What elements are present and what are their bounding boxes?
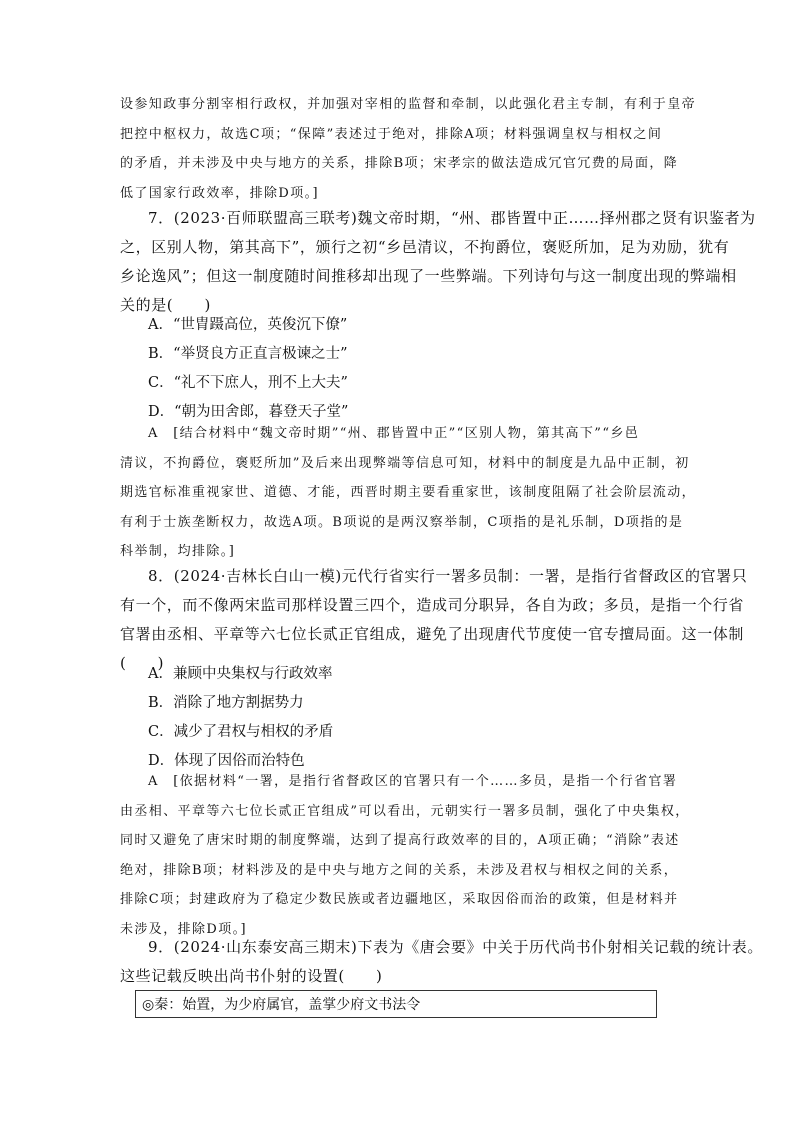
option-d: D．体现了因俗而治特色	[148, 753, 305, 769]
text-line: 设参知政事分割宰相行政权，并加强对宰相的监督和牵制，以此强化君主专制，有利于皇帝	[120, 97, 697, 112]
text-line: 绝对，排除B项；材料涉及的是中央与地方之间的关系，未涉及君权与相权之间的关系，	[120, 862, 679, 878]
question-7-answer	[120, 419, 697, 567]
text-line: 8．(2024·吉林长白山一模)元代行省实行一署多员制：一署，是指行省督政区的官署只	[148, 567, 748, 585]
text-line: 有利于士族垄断权力，故选A项。B项说的是两汉察举制，C项指的是礼乐制，D项指的是	[120, 514, 684, 530]
option-c: C．“礼不下庶人，刑不上大夫”	[148, 375, 348, 391]
option-b: B．“举贤良方正直言极谏之士”	[148, 346, 348, 362]
text-line: 清议，不拘爵位，褒贬所加”及后来出现弊端等信息可知，材料中的制度是九品中正制，初	[120, 455, 690, 471]
question-8-answer	[120, 767, 690, 944]
text-line: 7．(2023·百师联盟高三联考)魏文帝时期，“州、郡皆置中正……择州郡之贤有识鉴者为	[148, 209, 756, 227]
text-line: 之，区别人物，第其高下”，颁行之初“乡邑清议，不拘爵位，褒贬所加，足为劝励，犹有	[120, 238, 730, 256]
text-line: 科举制，均排除。]	[120, 544, 236, 559]
text-line: 关的是( )	[120, 296, 211, 314]
text-line: 9．(2024·山东泰安高三期末)下表为《唐会要》中关于历代尚书仆射相关记载的统计表。	[148, 938, 763, 956]
question-7-options	[148, 311, 700, 427]
text-line: 低了国家行政效率，排除D项。]	[120, 185, 319, 201]
question-9-stem	[120, 933, 763, 991]
text-line: 排除C项；封建政府为了稳定少数民族或者边疆地区，采取因俗而治的政策，但是材料并	[120, 892, 679, 907]
text-line: A [依据材料“一署，是指行省督政区的官署只有一个……多员，是指一个行省官署	[148, 774, 678, 789]
text-line: 由丞相、平章等六七位长贰正官组成”可以看出，元朝实行一署多员制，强化了中央集权，	[120, 803, 690, 819]
text-line: A [结合材料中“魏文帝时期”“州、郡皆置中正”“区别人物，第其高下”“乡邑	[148, 426, 640, 441]
text-line: 把控中枢权力，故选C项；“保障”表述过于绝对，排除A项；材料强调皇权与相权之间	[120, 126, 663, 142]
text-line: 同时又避免了唐宋时期的制度弊端，达到了提高行政效率的目的，A项正确；“消除”表述	[120, 833, 680, 848]
option-d: D．“朝为田舍郎，暮登天子堂”	[148, 404, 349, 420]
option-a: A．“世胄蹑高位，英俊沉下僚”	[148, 317, 348, 333]
text-line: 乡论逸风”；但这一制度随时间推移却出现了一些弊端。下列诗句与这一制度出现的弊端相	[120, 267, 737, 285]
text-line: 这些记载反映出尚书仆射的设置( )	[120, 967, 383, 985]
prev-explanation	[120, 90, 697, 208]
text-line: 官署由丞相、平章等六七位长贰正官组成，避免了出现唐代节度使一官专擅局面。这一体制	[120, 625, 745, 643]
option-b: B．消除了地方割据势力	[148, 695, 304, 711]
text-line: ( )	[120, 654, 165, 672]
question-8-options	[148, 660, 700, 776]
text-line: 的矛盾，并未涉及中央与地方的关系，排除B项；宋孝宗的做法造成冗官冗费的局面，降	[120, 156, 679, 171]
text-line: 未涉及，排除D项。]	[120, 921, 247, 937]
records-table	[135, 990, 657, 1018]
text-line: 期选官标准重视家世、道德、才能，西晋时期主要看重家世，该制度阻隔了社会阶层流动，	[120, 485, 697, 500]
question-7-stem	[120, 204, 756, 320]
text-line: 有一个，而不像两宋监司那样设置三四个，造成司分职异，各自为政；多员，是指一个行省	[120, 596, 745, 614]
option-c: C．减少了君权与相权的矛盾	[148, 724, 334, 740]
option-a: A．兼顾中央集权与行政效率	[148, 666, 333, 682]
table-cell: ◎秦：始置，为少府属官，盖掌少府文书法令	[142, 997, 421, 1013]
